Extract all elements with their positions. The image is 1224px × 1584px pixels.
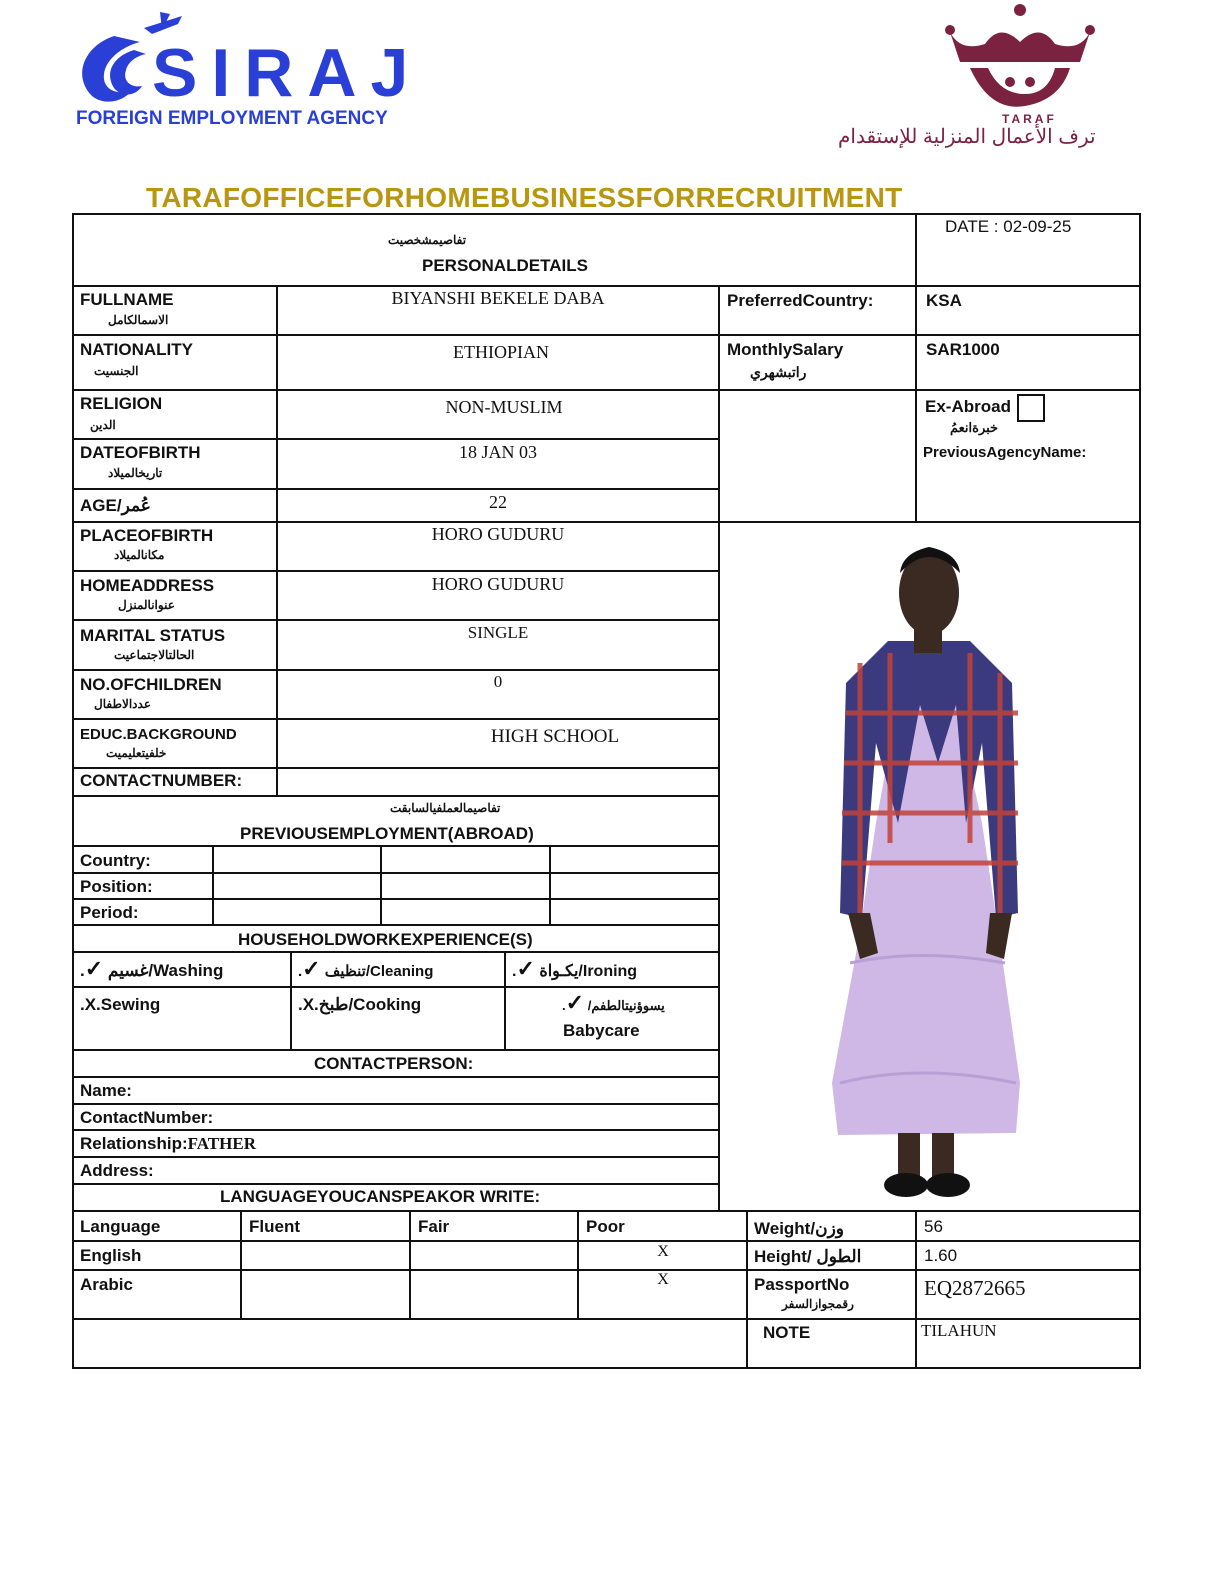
taraf-logo-text: TARAF <box>1002 112 1057 126</box>
ironing-prefix: . <box>512 963 517 980</box>
taraf-arabic-name: ترف الأعمال المنزلية للإستقدام <box>838 126 1096 148</box>
note-label: NOTE <box>763 1323 811 1342</box>
skill-washing <box>80 956 223 982</box>
ironing-label: يكـواة/Ironing <box>539 963 638 980</box>
age-label-arabic: عُمر <box>121 496 151 515</box>
preferred-country-label: PreferredCountry: <box>727 291 874 310</box>
contact-number-person-label: ContactNumber: <box>80 1108 214 1127</box>
religion-label: RELIGION <box>80 394 163 413</box>
passport-value: EQ2872665 <box>924 1276 1026 1300</box>
preferred-country-value: KSA <box>926 291 962 310</box>
fullname-value: BIYANSHI BEKELE DABA <box>391 288 605 308</box>
lang-header-language: Language <box>80 1217 161 1236</box>
skill-cooking <box>298 995 421 1015</box>
education-label: EDUC.BACKGROUND <box>80 726 237 743</box>
washing-prefix: . <box>80 961 85 980</box>
cooking-label: طبخ/Cooking <box>318 995 422 1014</box>
siraj-subtitle: FOREIGN EMPLOYMENT AGENCY <box>76 108 388 129</box>
nationality-label: NATIONALITY <box>80 340 194 359</box>
passport-label: PassportNo <box>754 1275 850 1294</box>
monthly-salary-label: MonthlySalary <box>727 340 844 359</box>
fullname-label-arabic: الاسمالكامل <box>108 313 169 327</box>
personal-section-arabic: تفاصيمشخصيت <box>388 233 467 247</box>
taraf-logo <box>830 2 1200 152</box>
skill-cleaning <box>298 956 433 982</box>
sewing-prefix: .X. <box>80 995 101 1014</box>
previous-employment-arabic: تفاصيمالعملفيالسابقت <box>390 801 501 815</box>
languages-title: LANGUAGEYOUCANSPEAKOR WRITE: <box>220 1187 541 1206</box>
ex-abroad-label: Ex-Abroad <box>925 397 1011 416</box>
babycare-label-arabic: /يسوؤنيتالطفم <box>587 998 665 1013</box>
monthly-salary-label-arabic: راتبشهري <box>750 364 807 380</box>
age-value: 22 <box>489 492 507 512</box>
religion-label-arabic: الدين <box>90 418 116 432</box>
prev-position-label: Position: <box>80 877 153 896</box>
siraj-logo-text: SIRAJ <box>152 35 423 111</box>
relationship-field <box>80 1134 256 1154</box>
pob-label: PLACEOFBIRTH <box>80 526 214 545</box>
dob-label-arabic: تاريخالميلاد <box>108 466 163 480</box>
lang-arabic: Arabic <box>80 1275 133 1294</box>
pob-value: HORO GUDURU <box>431 524 565 544</box>
skill-sewing <box>80 995 160 1015</box>
babycare-check-icon: ✓ <box>565 990 585 1015</box>
ex-abroad-label-arabic: خبرةانعمُ <box>950 420 999 435</box>
lang-header-fluent: Fluent <box>249 1217 300 1236</box>
children-value: 0 <box>493 672 503 691</box>
prev-period-label: Period: <box>80 903 139 922</box>
contact-person-title: CONTACTPERSON: <box>314 1054 474 1073</box>
contact-number-label: CONTACTNUMBER: <box>80 771 243 790</box>
previous-employment-title: PREVIOUSEMPLOYMENT(ABROAD) <box>240 824 534 843</box>
monthly-salary-value: SAR1000 <box>926 340 1000 359</box>
weight-label: Weight/وزن <box>754 1219 844 1238</box>
candidate-photo <box>720 523 1139 1210</box>
document-title: TARAFOFFICEFORHOMEBUSINESSFORRECRUITMENT <box>146 182 903 213</box>
lang-header-fair: Fair <box>418 1217 450 1236</box>
contact-address-label: Address: <box>80 1161 154 1180</box>
ex-abroad-checkbox[interactable] <box>1017 394 1045 422</box>
nationality-label-arabic: الجنسيت <box>94 364 139 378</box>
siraj-logo <box>74 6 423 136</box>
cleaning-label: تنظيف/Cleaning <box>324 963 434 980</box>
height-value: 1.60 <box>924 1246 958 1265</box>
religion-value: NON-MUSLIM <box>445 397 563 417</box>
babycare-label: Babycare <box>563 1021 640 1040</box>
home-address-label-arabic: عنوانالمنزل <box>118 598 175 612</box>
cleaning-prefix: . <box>298 963 303 980</box>
pob-label-arabic: مكانالميلاد <box>114 548 165 562</box>
babycare-prefix: . <box>562 998 566 1013</box>
height-label: Height/ الطول <box>754 1247 862 1266</box>
marital-status-value: SINGLE <box>467 623 529 642</box>
marital-status-label: MARITAL STATUS <box>80 626 226 645</box>
lang-arabic-poor: X <box>657 1271 669 1288</box>
nationality-value: ETHIOPIAN <box>453 342 549 362</box>
contact-name-label: Name: <box>80 1081 132 1100</box>
children-label: NO.OFCHILDREN <box>80 675 222 694</box>
washing-check-icon: ✓ <box>84 956 104 981</box>
lang-english: English <box>80 1246 142 1265</box>
note-value: TILAHUN <box>921 1321 997 1340</box>
home-address-value: HORO GUDURU <box>431 574 565 594</box>
dob-value: 18 JAN 03 <box>458 442 537 462</box>
cooking-prefix: .X. <box>298 995 319 1014</box>
personal-section-title: PERSONALDETAILS <box>422 256 588 275</box>
prev-country-label: Country: <box>80 851 151 870</box>
lang-header-poor: Poor <box>586 1217 625 1236</box>
relationship-value: FATHER <box>187 1134 256 1153</box>
washing-label: غسيم/Washing <box>107 961 224 980</box>
cleaning-check-icon: ✓ <box>302 956 321 981</box>
age-label-en: AGE/ <box>80 496 122 515</box>
lang-english-poor: X <box>657 1243 669 1260</box>
children-label-arabic: عددالاطفال <box>94 697 151 711</box>
dob-label: DATEOFBIRTH <box>80 443 201 462</box>
skill-ironing <box>512 956 637 982</box>
skill-babycare <box>562 990 665 1016</box>
previous-agency-label: PreviousAgencyName: <box>923 444 1087 461</box>
sewing-label: Sewing <box>100 995 161 1014</box>
home-address-label: HOMEADDRESS <box>80 576 215 595</box>
marital-status-label-arabic: الحالتالاجتماعيت <box>114 648 195 662</box>
crown-icon <box>930 2 1110 122</box>
household-section-title: HOUSEHOLDWORKEXPERIENCE(S) <box>238 930 533 949</box>
education-label-arabic: خلفيتعليميت <box>106 746 167 760</box>
passport-label-arabic: رقمجوازالسفر <box>782 1297 854 1311</box>
age-label <box>80 496 151 516</box>
relationship-label: Relationship: <box>80 1134 188 1153</box>
fullname-label: FULLNAME <box>80 290 174 309</box>
ironing-check-icon: ✓ <box>516 956 535 981</box>
education-value: HIGH SCHOOL <box>490 726 620 747</box>
document-date: DATE : 02-09-25 <box>945 217 1072 236</box>
weight-value: 56 <box>924 1217 943 1236</box>
